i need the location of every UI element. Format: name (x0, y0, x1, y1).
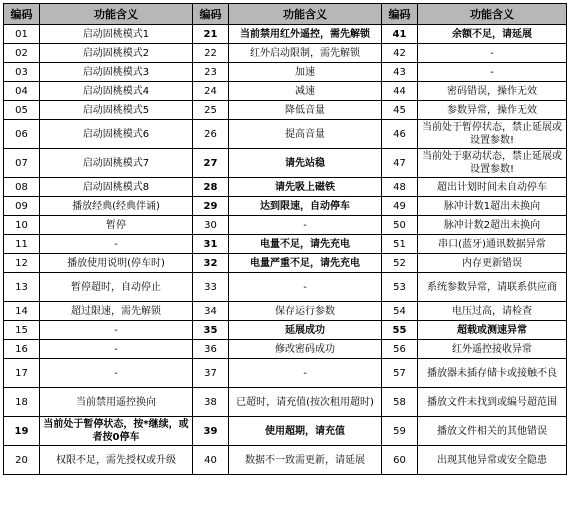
meaning-cell: 当前禁用遥控换向 (40, 388, 193, 417)
table-row (4, 120, 567, 149)
meaning-cell: 脉冲计数2超出未换向 (418, 216, 567, 235)
code-cell: 55 (382, 321, 418, 340)
header-code-1: 编码 (4, 4, 40, 25)
meaning-cell: 播放使用说明(停车时) (40, 254, 193, 273)
code-cell: 23 (193, 63, 229, 82)
table-row (4, 340, 567, 359)
code-cell: 30 (193, 216, 229, 235)
header-code-3: 编码 (382, 4, 418, 25)
code-cell: 32 (193, 254, 229, 273)
code-cell: 29 (193, 197, 229, 216)
code-cell: 48 (382, 178, 418, 197)
meaning-cell: 当前处于驱动状态，禁止延展或设置参数! (418, 149, 567, 178)
meaning-cell: - (229, 359, 382, 388)
meaning-cell: 暂停 (40, 216, 193, 235)
code-cell: 51 (382, 235, 418, 254)
meaning-cell: 启动固桃模式2 (40, 44, 193, 63)
meaning-cell: 已超时，请充值(按次租用超时) (229, 388, 382, 417)
code-cell: 52 (382, 254, 418, 273)
code-cell: 49 (382, 197, 418, 216)
meaning-cell: 电量不足，请先充电 (229, 235, 382, 254)
code-cell: 59 (382, 417, 418, 446)
code-cell: 21 (193, 25, 229, 44)
code-cell: 15 (4, 321, 40, 340)
meaning-cell: 红外启动限制，需先解锁 (229, 44, 382, 63)
code-table (3, 3, 567, 475)
meaning-cell: - (40, 235, 193, 254)
meaning-cell: 播放文件未找到或编号超范围 (418, 388, 567, 417)
meaning-cell: 串口(蓝牙)通讯数据异常 (418, 235, 567, 254)
meaning-cell: 启动固桃模式3 (40, 63, 193, 82)
code-cell: 22 (193, 44, 229, 63)
code-cell: 18 (4, 388, 40, 417)
table-body (4, 25, 567, 475)
meaning-cell: 当前处于暂停状态，禁止延展或设置参数! (418, 120, 567, 149)
code-cell: 02 (4, 44, 40, 63)
meaning-cell: 启动固桃模式5 (40, 101, 193, 120)
table-row (4, 417, 567, 446)
table-row (4, 216, 567, 235)
table-row (4, 302, 567, 321)
table-row (4, 388, 567, 417)
meaning-cell: 播放经典(经典伴诵) (40, 197, 193, 216)
code-cell: 41 (382, 25, 418, 44)
table-wrapper (3, 3, 567, 475)
code-cell: 25 (193, 101, 229, 120)
meaning-cell: - (229, 273, 382, 302)
table-row (4, 359, 567, 388)
meaning-cell: 播放文件相关的其他错误 (418, 417, 567, 446)
meaning-cell: 加速 (229, 63, 382, 82)
meaning-cell: 启动固桃模式4 (40, 82, 193, 101)
table-row (4, 321, 567, 340)
code-cell: 03 (4, 63, 40, 82)
meaning-cell: 权限不足，需先授权或升级 (40, 446, 193, 475)
table-row (4, 197, 567, 216)
code-cell: 43 (382, 63, 418, 82)
code-cell: 04 (4, 82, 40, 101)
meaning-cell: 超载或测速异常 (418, 321, 567, 340)
meaning-cell: 红外遥控接收异常 (418, 340, 567, 359)
meaning-cell: 数据不一致需更新，请延展 (229, 446, 382, 475)
table-row (4, 178, 567, 197)
code-cell: 47 (382, 149, 418, 178)
code-cell: 07 (4, 149, 40, 178)
meaning-cell: 电压过高，请检查 (418, 302, 567, 321)
meaning-cell: 脉冲计数1超出未换向 (418, 197, 567, 216)
meaning-cell: 启动固桃模式8 (40, 178, 193, 197)
code-cell: 34 (193, 302, 229, 321)
code-cell: 36 (193, 340, 229, 359)
meaning-cell: 电量严重不足，请先充电 (229, 254, 382, 273)
meaning-cell: - (418, 44, 567, 63)
meaning-cell: 余额不足，请延展 (418, 25, 567, 44)
code-cell: 38 (193, 388, 229, 417)
code-cell: 10 (4, 216, 40, 235)
meaning-cell: 请先站稳 (229, 149, 382, 178)
code-cell: 19 (4, 417, 40, 446)
table-row (4, 254, 567, 273)
code-cell: 58 (382, 388, 418, 417)
code-cell: 17 (4, 359, 40, 388)
code-cell: 09 (4, 197, 40, 216)
meaning-cell: 保存运行参数 (229, 302, 382, 321)
code-cell: 56 (382, 340, 418, 359)
code-cell: 35 (193, 321, 229, 340)
meaning-cell: 提高音量 (229, 120, 382, 149)
code-cell: 60 (382, 446, 418, 475)
meaning-cell: 使用超期，请充值 (229, 417, 382, 446)
meaning-cell: 降低音量 (229, 101, 382, 120)
code-cell: 54 (382, 302, 418, 321)
code-cell: 14 (4, 302, 40, 321)
meaning-cell: 当前禁用红外遥控，需先解锁 (229, 25, 382, 44)
code-cell: 40 (193, 446, 229, 475)
meaning-cell: 请先吸上磁铁 (229, 178, 382, 197)
code-cell: 06 (4, 120, 40, 149)
code-cell: 24 (193, 82, 229, 101)
header-meaning-2: 功能含义 (229, 4, 382, 25)
meaning-cell: - (418, 63, 567, 82)
code-cell: 45 (382, 101, 418, 120)
table-row (4, 63, 567, 82)
table-row (4, 82, 567, 101)
code-cell: 05 (4, 101, 40, 120)
meaning-cell: 内存更新错误 (418, 254, 567, 273)
code-cell: 16 (4, 340, 40, 359)
meaning-cell: 暂停超时，自动停止 (40, 273, 193, 302)
meaning-cell: 达到限速，自动停车 (229, 197, 382, 216)
meaning-cell: 系统参数异常，请联系供应商 (418, 273, 567, 302)
meaning-cell: 当前处于暂停状态，按*继续，或者按0停车 (40, 417, 193, 446)
meaning-cell: - (229, 216, 382, 235)
code-cell: 08 (4, 178, 40, 197)
code-cell: 01 (4, 25, 40, 44)
code-cell: 20 (4, 446, 40, 475)
code-cell: 44 (382, 82, 418, 101)
code-cell: 53 (382, 273, 418, 302)
code-cell: 46 (382, 120, 418, 149)
code-cell: 12 (4, 254, 40, 273)
header-meaning-1: 功能含义 (40, 4, 193, 25)
meaning-cell: 超出计划时间未自动停车 (418, 178, 567, 197)
table-row (4, 446, 567, 475)
meaning-cell: - (40, 321, 193, 340)
header-row (4, 4, 567, 25)
meaning-cell: 修改密码成功 (229, 340, 382, 359)
code-cell: 31 (193, 235, 229, 254)
meaning-cell: 启动固桃模式6 (40, 120, 193, 149)
table-row (4, 25, 567, 44)
table-row (4, 273, 567, 302)
header-meaning-3: 功能含义 (418, 4, 567, 25)
table-row (4, 44, 567, 63)
meaning-cell: 出现其他异常或安全隐患 (418, 446, 567, 475)
code-cell: 33 (193, 273, 229, 302)
meaning-cell: - (40, 359, 193, 388)
meaning-cell: 播放器未插存储卡或接触不良 (418, 359, 567, 388)
meaning-cell: 延展成功 (229, 321, 382, 340)
code-cell: 28 (193, 178, 229, 197)
code-cell: 57 (382, 359, 418, 388)
meaning-cell: 启动固桃模式1 (40, 25, 193, 44)
table-row (4, 149, 567, 178)
table-row (4, 101, 567, 120)
code-cell: 39 (193, 417, 229, 446)
header-code-2: 编码 (193, 4, 229, 25)
code-cell: 26 (193, 120, 229, 149)
code-cell: 27 (193, 149, 229, 178)
meaning-cell: - (40, 340, 193, 359)
code-cell: 13 (4, 273, 40, 302)
code-cell: 37 (193, 359, 229, 388)
code-cell: 11 (4, 235, 40, 254)
meaning-cell: 参数异常，操作无效 (418, 101, 567, 120)
table-row (4, 235, 567, 254)
code-cell: 42 (382, 44, 418, 63)
meaning-cell: 密码错误，操作无效 (418, 82, 567, 101)
code-cell: 50 (382, 216, 418, 235)
meaning-cell: 超过限速，需先解锁 (40, 302, 193, 321)
meaning-cell: 启动固桃模式7 (40, 149, 193, 178)
meaning-cell: 减速 (229, 82, 382, 101)
